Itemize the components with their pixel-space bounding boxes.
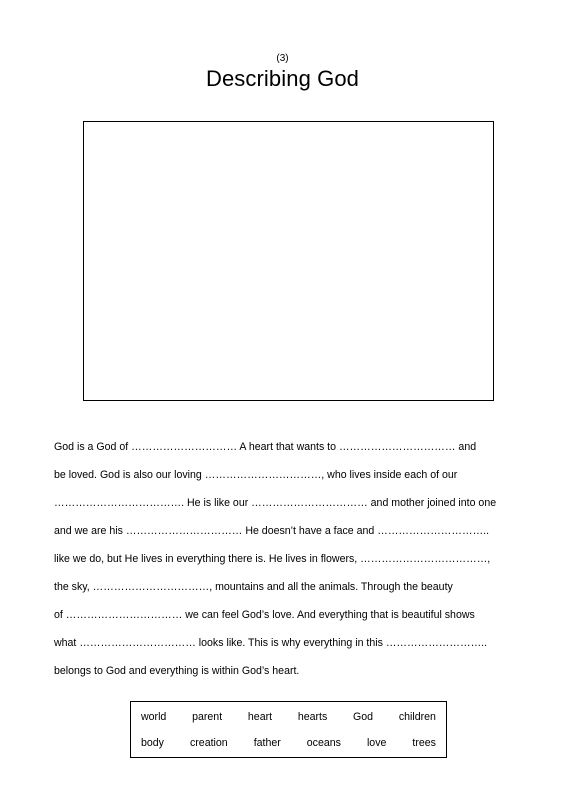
word-bank-row-2 [141, 736, 436, 762]
word-bank-row-1 [141, 710, 436, 736]
text-line-2: be loved. God is also our loving ……………………………, who lives inside each of our [54, 469, 458, 481]
word-bank-item: parent [192, 711, 223, 723]
word-bank-item: God [353, 711, 374, 723]
page-title: Describing God [205, 66, 360, 91]
word-bank-item: heart [247, 711, 273, 723]
word-bank [130, 701, 447, 758]
fill-in-text [54, 438, 514, 690]
word-bank-item: body [141, 737, 164, 749]
word-bank-item: world [141, 711, 167, 723]
page-number: (3) [276, 53, 289, 64]
word-bank-item: oceans [306, 737, 341, 749]
word-bank-item: love [366, 737, 387, 749]
text-line-7: of …………………………… we can feel God’s love. And everything that is beautiful shows [54, 609, 475, 621]
text-line-8: what …………………………… looks like. This is why everything in this ……………………….. [54, 637, 488, 649]
text-line-4: and we are his …………………………… He doesn’t have a face and ………………………….. [54, 525, 490, 537]
text-line-5: like we do, but He lives in everything there is. He lives in flowers, ………………………………, [54, 553, 491, 565]
word-bank-item: creation [189, 737, 228, 749]
drawing-box [83, 121, 494, 401]
text-line-9: belongs to God and everything is within God’s heart. [54, 665, 300, 677]
word-bank-item: children [398, 711, 436, 723]
text-line-6: the sky, ……………………………, mountains and all the animals. Through the beauty [54, 581, 453, 593]
word-bank-item: father [253, 737, 281, 749]
text-line-1: God is a God of ………………………… A heart that wants to …………………………… and [54, 441, 477, 453]
text-line-3: ………………………………. He is like our …………………………… and mother joined into one [54, 497, 497, 509]
word-bank-item: trees [412, 737, 436, 749]
word-bank-item: hearts [297, 711, 328, 723]
